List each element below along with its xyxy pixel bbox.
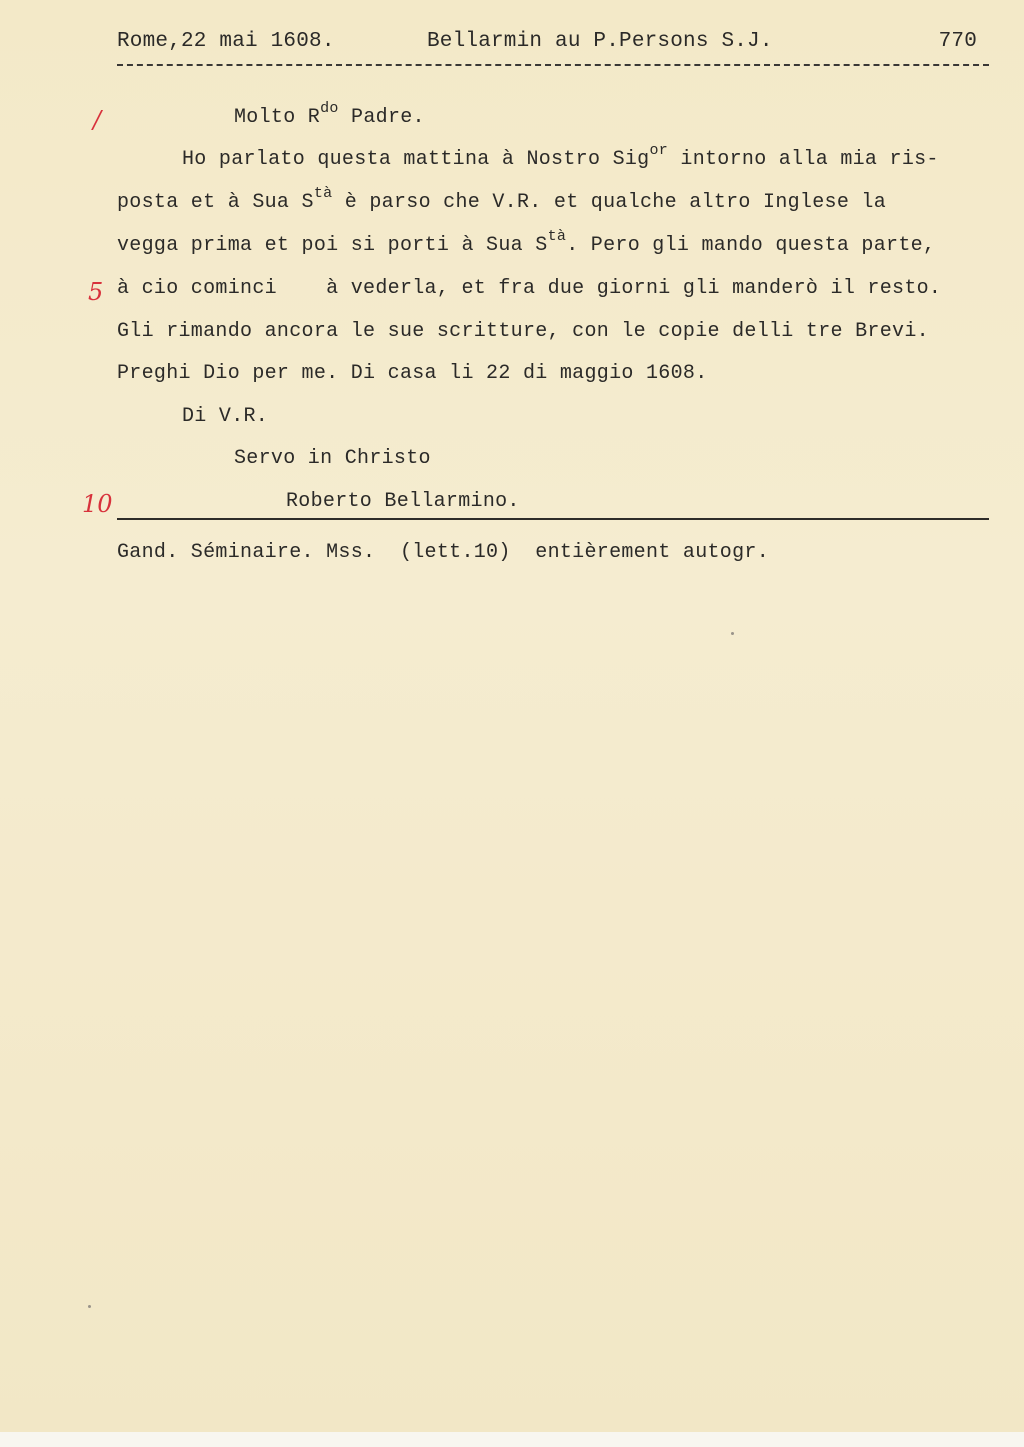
salutation-text: Molto R (234, 106, 321, 129)
line-1-text: Ho parlato questa mattina à Nostro Sig (182, 148, 650, 171)
letter-closing-2: Servo in Christo (234, 447, 431, 470)
letter-line-5: Gli rimando ancora le sue scritture, con le copie delli tre Brevi. (117, 320, 929, 343)
letter-line-1 (182, 142, 939, 171)
letter-line-6: Preghi Dio per me. Di casa li 22 di maggio 1608. (117, 362, 708, 385)
paper-speck (88, 1305, 91, 1308)
source-footnote: Gand. Séminaire. Mss. (lett.10) entièrement autogr. (117, 541, 770, 564)
salutation-superscript: do (320, 100, 339, 117)
line-2-superscript: tà (313, 185, 333, 202)
line-2-text: posta et à Sua S (117, 191, 314, 214)
line-3-text-end: . Pero gli mando questa parte, (566, 234, 936, 257)
scan-bottom-edge (0, 1432, 1024, 1447)
letter-line-2 (117, 185, 887, 214)
letter-signature: Roberto Bellarmino. (286, 490, 520, 513)
page-header (117, 30, 977, 60)
header-title: Bellarmin au P.Persons S.J. (427, 30, 773, 53)
line-2-text-end: è parso che V.R. et qualche altro Inglese la (332, 191, 887, 214)
margin-line-number-1: / (93, 106, 102, 134)
line-3-text: vegga prima et poi si porti à Sua S (117, 234, 548, 257)
line-1-text-end: intorno alla mia ris- (668, 148, 939, 171)
letter-line-4: à cio cominci à vederla, et fra due giorni gli manderò il resto. (117, 277, 942, 300)
header-page-number: 770 (938, 30, 977, 53)
footnote-rule (117, 518, 989, 520)
margin-line-number-5: 5 (88, 278, 104, 306)
letter-line-3 (117, 228, 936, 257)
header-dashed-rule (117, 64, 989, 66)
letter-closing-1: Di V.R. (182, 405, 269, 428)
header-date: Rome,22 mai 1608. (117, 30, 335, 53)
paper-speck (731, 632, 734, 635)
salutation-text-end: Padre. (338, 106, 425, 129)
margin-line-number-10: 10 (82, 490, 113, 518)
line-3-superscript: tà (547, 228, 567, 245)
letter-salutation (234, 100, 425, 129)
line-1-superscript: or (649, 142, 669, 159)
